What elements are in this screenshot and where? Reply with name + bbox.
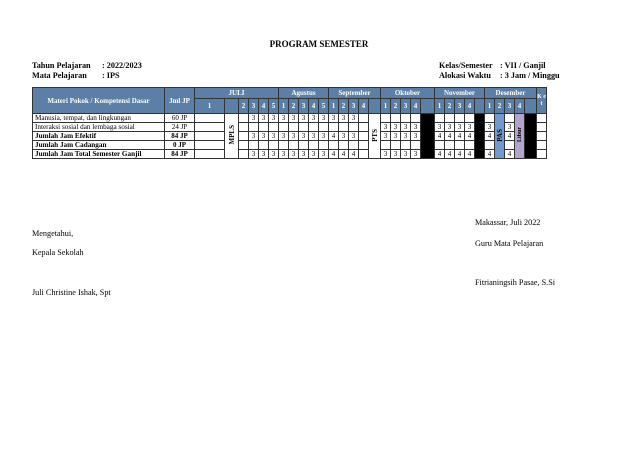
- cell-juli-3: 3: [249, 132, 259, 141]
- cell-september-3: [349, 141, 359, 150]
- cell-juli-1: [195, 123, 225, 132]
- cell-agustus-4: 3: [309, 150, 319, 159]
- week-agustus-4: 4: [309, 99, 319, 114]
- month-juli: JULI: [195, 88, 279, 99]
- cell-juli-4: 3: [259, 150, 269, 159]
- cell-november-3: [455, 141, 465, 150]
- cell-november-4: 3: [465, 123, 475, 132]
- cell-agustus-3: 3: [299, 132, 309, 141]
- cell-juli-1: [195, 132, 225, 141]
- info-class-label: Kelas/Semester: [439, 61, 493, 70]
- week-pts-gap: [369, 99, 381, 114]
- cell-september-4: [359, 132, 369, 141]
- cell-oktober-4: [411, 114, 421, 123]
- row-jp: 60 JP: [165, 114, 195, 123]
- week-september-1: 1: [329, 99, 339, 114]
- cell-desember-1: 4: [485, 132, 495, 141]
- pts-label: PTS: [370, 128, 379, 142]
- week-november-2: 2: [445, 99, 455, 114]
- page-title: PROGRAM SEMESTER: [269, 39, 369, 49]
- cell-desember-1: 4: [485, 150, 495, 159]
- cell-agustus-4: 3: [309, 132, 319, 141]
- cell-november-1: 3: [435, 123, 445, 132]
- cell-agustus-4: [309, 141, 319, 150]
- week-agustus-1: 1: [279, 99, 289, 114]
- col-header-materi: Materi Pokok / Kompetensi Dasar: [33, 88, 165, 114]
- cell-september-1: 4: [329, 132, 339, 141]
- cell-oktober-2: 3: [391, 150, 401, 159]
- cell-november-2: 4: [445, 150, 455, 159]
- week-november-3: 3: [455, 99, 465, 114]
- cell-juli-2: [239, 141, 249, 150]
- week-juli-2: 2: [239, 99, 249, 114]
- cell-september-4: [359, 150, 369, 159]
- signature-mengetahui: Mengetahui,: [32, 229, 74, 238]
- week-juli-mpls-gap: [225, 99, 239, 114]
- cell-november-2: 3: [445, 123, 455, 132]
- cell-november-1: 4: [435, 132, 445, 141]
- cell-juli-5: [269, 123, 279, 132]
- cell-agustus-1: 3: [279, 132, 289, 141]
- info-class-value: : VII / Ganjil: [500, 61, 546, 70]
- cell-oktober-3: 3: [401, 150, 411, 159]
- cell-desember-3: 3: [505, 123, 515, 132]
- oktober-gap-cell: [421, 114, 435, 159]
- signature-kepala-role: Kepala Sekolah: [32, 248, 84, 257]
- col-header-jml: Jml JP: [165, 88, 195, 114]
- cell-agustus-1: [279, 141, 289, 150]
- cell-oktober-3: 3: [401, 132, 411, 141]
- table-row: [33, 150, 547, 159]
- cell-november-3: 4: [455, 150, 465, 159]
- week-agustus-5: 5: [319, 99, 329, 114]
- cell-juli-5: 3: [269, 132, 279, 141]
- cell-november-4: 4: [465, 132, 475, 141]
- cell-agustus-3: 3: [299, 150, 309, 159]
- cell-agustus-5: 3: [319, 150, 329, 159]
- cell-oktober-1: [381, 141, 391, 150]
- libur-cell: [515, 114, 525, 159]
- cell-juli-3: [249, 123, 259, 132]
- week-september-3: 3: [349, 99, 359, 114]
- cell-agustus-1: 3: [279, 150, 289, 159]
- week-november-1: 1: [435, 99, 445, 114]
- cell-november-2: 4: [445, 132, 455, 141]
- cell-agustus-4: 3: [309, 114, 319, 123]
- week-oktober-2: 2: [391, 99, 401, 114]
- cell-ket: [537, 123, 547, 132]
- cell-november-2: [445, 114, 455, 123]
- cell-september-4: [359, 141, 369, 150]
- cell-ket: [537, 132, 547, 141]
- week-agustus-2: 2: [289, 99, 299, 114]
- signature-guru-name: Fitrianingsih Pasae, S.Si: [475, 278, 556, 287]
- cell-september-3: [349, 123, 359, 132]
- cell-november-4: [465, 114, 475, 123]
- cell-oktober-2: 3: [391, 123, 401, 132]
- cell-oktober-2: 3: [391, 132, 401, 141]
- cell-desember-1: [485, 114, 495, 123]
- signature-kepala-name: Juli Christine Ishak, Spt: [32, 288, 111, 297]
- cell-juli-2: [239, 123, 249, 132]
- cell-september-1: 3: [329, 114, 339, 123]
- cell-oktober-3: [401, 141, 411, 150]
- week-oktober-3: 3: [401, 99, 411, 114]
- cell-agustus-5: 3: [319, 114, 329, 123]
- row-jp: 24 JP: [165, 123, 195, 132]
- cell-juli-1: [195, 114, 225, 123]
- cell-juli-3: 3: [249, 150, 259, 159]
- cell-november-4: [465, 141, 475, 150]
- cell-juli-2: [239, 114, 249, 123]
- cell-oktober-1: 3: [381, 123, 391, 132]
- col-header-ket: K e t: [537, 88, 547, 114]
- cell-oktober-2: [391, 141, 401, 150]
- info-time-label: Alokasi Waktu: [439, 71, 491, 80]
- month-oktober: Oktober: [381, 88, 435, 99]
- cell-oktober-1: 3: [381, 132, 391, 141]
- cell-juli-2: [239, 132, 249, 141]
- cell-september-4: [359, 123, 369, 132]
- cell-juli-1: [195, 141, 225, 150]
- desember-gap-cell: [525, 114, 537, 159]
- table-row: [33, 132, 547, 141]
- cell-september-2: [339, 123, 349, 132]
- cell-oktober-3: [401, 114, 411, 123]
- cell-september-2: [339, 141, 349, 150]
- month-november: November: [435, 88, 485, 99]
- month-agustus: Agustus: [279, 88, 329, 99]
- cell-september-3: 4: [349, 150, 359, 159]
- cell-oktober-1: [381, 114, 391, 123]
- table-row: [33, 141, 547, 150]
- cell-agustus-3: [299, 141, 309, 150]
- cell-juli-5: 3: [269, 114, 279, 123]
- cell-ket: [537, 114, 547, 123]
- cell-november-3: 4: [455, 132, 465, 141]
- table-row: [33, 114, 547, 123]
- row-label: Manusia, tempat, dan lingkungan: [33, 114, 165, 123]
- cell-september-1: [329, 141, 339, 150]
- november-gap-cell: [475, 114, 485, 159]
- row-label: Jumlah Jam Efektif: [33, 132, 165, 141]
- week-desember-1: 1: [485, 99, 495, 114]
- week-agustus-3: 3: [299, 99, 309, 114]
- month-desember: Desember: [485, 88, 537, 99]
- row-jp: 0 JP: [165, 141, 195, 150]
- cell-agustus-5: 3: [319, 132, 329, 141]
- libur-label: Libur: [516, 127, 523, 143]
- cell-november-3: [455, 114, 465, 123]
- week-juli-5: 5: [269, 99, 279, 114]
- week-september-4: 4: [359, 99, 369, 114]
- info-year-value: : 2022/2023: [102, 61, 142, 70]
- week-desember-3: 3: [505, 99, 515, 114]
- cell-juli-4: 3: [259, 114, 269, 123]
- cell-september-3: 3: [349, 132, 359, 141]
- mpls-label: MPLS: [227, 125, 236, 145]
- cell-oktober-4: 3: [411, 150, 421, 159]
- month-september: September: [329, 88, 381, 99]
- week-november-gap: [475, 99, 485, 114]
- cell-agustus-1: 3: [279, 114, 289, 123]
- cell-november-1: [435, 141, 445, 150]
- cell-september-1: [329, 123, 339, 132]
- cell-oktober-1: 3: [381, 150, 391, 159]
- cell-desember-3: 4: [505, 150, 515, 159]
- week-desember-2: 2: [495, 99, 505, 114]
- info-subject-value: : IPS: [102, 71, 120, 80]
- info-year-label: Tahun Pelajaran: [32, 61, 91, 70]
- cell-september-2: 3: [339, 132, 349, 141]
- cell-september-4: [359, 114, 369, 123]
- cell-agustus-1: [279, 123, 289, 132]
- cell-juli-1: [195, 150, 225, 159]
- cell-desember-3: [505, 114, 515, 123]
- cell-juli-5: [269, 141, 279, 150]
- row-jp: 84 JP: [165, 150, 195, 159]
- cell-agustus-2: [289, 123, 299, 132]
- cell-oktober-2: [391, 114, 401, 123]
- week-oktober-gap: [421, 99, 435, 114]
- cell-oktober-4: [411, 141, 421, 150]
- cell-september-3: 3: [349, 114, 359, 123]
- cell-ket: [537, 150, 547, 159]
- cell-september-2: 4: [339, 150, 349, 159]
- cell-agustus-3: [299, 123, 309, 132]
- cell-ket: [537, 141, 547, 150]
- cell-november-4: 4: [465, 150, 475, 159]
- cell-agustus-2: 3: [289, 132, 299, 141]
- week-juli-1: 1: [195, 99, 225, 114]
- cell-oktober-4: 3: [411, 132, 421, 141]
- pts-cell: [369, 114, 381, 159]
- cell-desember-1: 3: [485, 123, 495, 132]
- cell-juli-2: [239, 150, 249, 159]
- pas-label: PAS: [495, 128, 504, 142]
- row-jp: 84 JP: [165, 132, 195, 141]
- mpls-cell: [225, 114, 239, 159]
- cell-oktober-3: 3: [401, 123, 411, 132]
- cell-agustus-4: [309, 123, 319, 132]
- signature-guru-role: Guru Mata Pelajaran: [475, 239, 544, 248]
- cell-juli-4: [259, 123, 269, 132]
- cell-juli-4: 3: [259, 132, 269, 141]
- cell-agustus-5: [319, 123, 329, 132]
- row-label: Interaksi sosial dan lembaga sosial: [33, 123, 165, 132]
- pas-cell: [495, 114, 505, 159]
- week-november-4: 4: [465, 99, 475, 114]
- week-juli-3: 3: [249, 99, 259, 114]
- cell-oktober-4: 3: [411, 123, 421, 132]
- row-label: Jumlah Jam Cadangan: [33, 141, 165, 150]
- info-time-value: : 3 Jam / Minggu: [500, 71, 560, 80]
- cell-november-1: 4: [435, 150, 445, 159]
- cell-november-2: [445, 141, 455, 150]
- cell-desember-3: [505, 141, 515, 150]
- cell-november-1: [435, 114, 445, 123]
- week-oktober-1: 1: [381, 99, 391, 114]
- row-label: Jumlah Jam Total Semester Ganjil: [33, 150, 165, 159]
- signature-place-date: Makassar, Juli 2022: [475, 218, 541, 227]
- cell-juli-4: [259, 141, 269, 150]
- cell-juli-3: 3: [249, 114, 259, 123]
- cell-september-1: 4: [329, 150, 339, 159]
- table-row: [33, 123, 547, 132]
- cell-agustus-2: 3: [289, 114, 299, 123]
- cell-agustus-2: 3: [289, 150, 299, 159]
- semester-table: [32, 87, 547, 159]
- week-desember-gap: [525, 99, 537, 114]
- cell-juli-5: 3: [269, 150, 279, 159]
- cell-november-3: 3: [455, 123, 465, 132]
- cell-desember-1: [485, 141, 495, 150]
- cell-desember-3: 4: [505, 132, 515, 141]
- cell-september-2: 3: [339, 114, 349, 123]
- week-september-2: 2: [339, 99, 349, 114]
- cell-agustus-3: 3: [299, 114, 309, 123]
- week-desember-4: 4: [515, 99, 525, 114]
- week-juli-4: 4: [259, 99, 269, 114]
- info-subject-label: Mata Pelajaran: [32, 71, 87, 80]
- cell-juli-3: [249, 141, 259, 150]
- cell-agustus-2: [289, 141, 299, 150]
- cell-agustus-5: [319, 141, 329, 150]
- week-oktober-4: 4: [411, 99, 421, 114]
